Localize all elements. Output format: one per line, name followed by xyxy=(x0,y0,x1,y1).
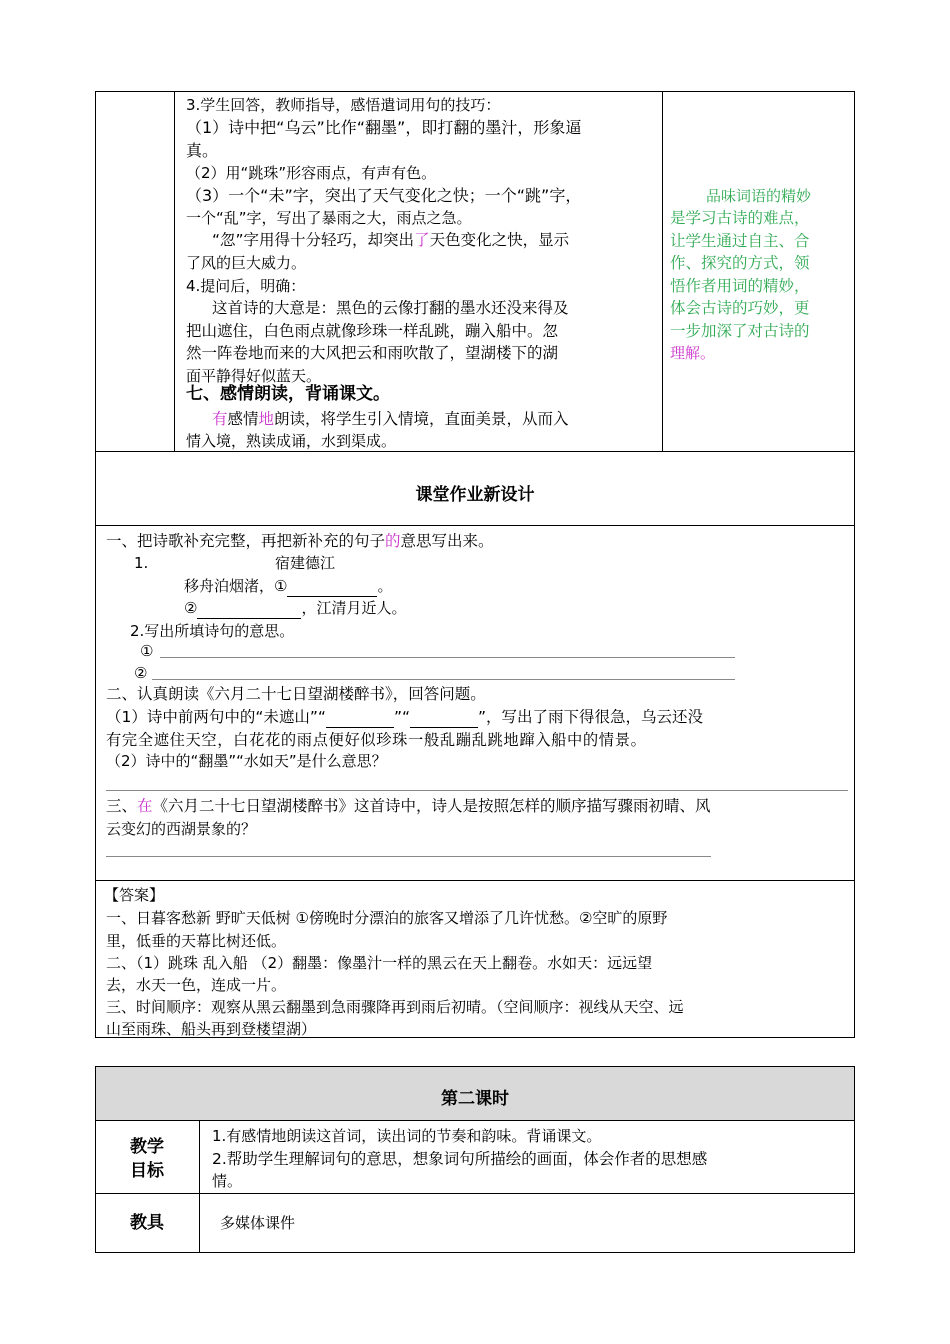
note-line: 一步加深了对古诗的 xyxy=(670,322,810,340)
question-3 xyxy=(106,795,711,817)
process-line: 4.提问后，明确： xyxy=(186,277,306,295)
row-divider-2 xyxy=(95,525,855,526)
homework-title: 课堂作业新设计 xyxy=(415,485,535,505)
process-line xyxy=(212,229,569,251)
row-divider-5 xyxy=(95,1193,855,1194)
question-2-1-cont: 有完全遮住天空，白花花的雨点便好似珍珠一般乱蹦乱跳地蹿入船中的情景。 xyxy=(106,731,647,749)
circle-number: ② xyxy=(134,664,148,682)
note-line: 体会古诗的巧妙，更 xyxy=(670,299,810,317)
question-number: 1. xyxy=(134,554,149,572)
answer-line-text: 一、日暮客愁新 野旷天低树 ①傍晚时分漂泊的旅客又增添了几许忧愁。②空旷的原野 xyxy=(106,909,668,927)
note-line: 作、探究的方式，领 xyxy=(670,254,810,272)
process-line: （2）用“跳珠”形容雨点，有声有色。 xyxy=(186,164,437,182)
question-2-1 xyxy=(106,706,703,728)
note-line: 是学习古诗的难点， xyxy=(670,209,810,227)
note-line: 让学生通过自主、合 xyxy=(670,232,810,250)
poem-text: ② xyxy=(184,599,198,617)
lesson2-title: 第二课时 xyxy=(441,1089,509,1109)
tools-label: 教具 xyxy=(130,1213,164,1233)
answer-line-text: 去，水天一色，连成一片。 xyxy=(106,976,287,994)
poem-line-2 xyxy=(184,597,406,619)
question-text: 三、 xyxy=(106,797,138,815)
process-line xyxy=(212,408,569,430)
poem-text: 。 xyxy=(377,577,393,595)
row-divider-3 xyxy=(95,880,855,881)
highlight-text: 地 xyxy=(258,410,275,428)
col-divider-left xyxy=(174,91,175,451)
section-7-title: 七、感情朗读，背诵课文。 xyxy=(186,384,390,404)
answer-line-text: 山至雨珠、船头再到登楼望湖） xyxy=(106,1020,317,1038)
process-line: 把山遮住，白色雨点就像珍珠一样乱跳，蹦入船中。忽 xyxy=(186,322,559,340)
answer-line[interactable] xyxy=(106,790,848,791)
answer-line-text: 里，低垂的天幕比树还低。 xyxy=(106,932,287,950)
note-line: 悟作者用词的精妙， xyxy=(670,277,810,295)
process-line: 情入境，熟读成诵，水到渠成。 xyxy=(186,432,397,450)
question-text: ”“ xyxy=(393,708,411,726)
question-3-cont: 云变幻的西湖景象的？ xyxy=(106,820,257,838)
question-1 xyxy=(106,530,494,552)
question-text: 一、把诗歌补充完整，再把新补充的句子 xyxy=(106,532,386,550)
tools-value: 多媒体课件 xyxy=(220,1214,296,1232)
goal-label: 教学 xyxy=(130,1137,164,1157)
answer-blank[interactable] xyxy=(410,711,478,728)
process-text: 感情 xyxy=(227,410,259,428)
col-divider-right xyxy=(662,91,663,451)
question-text: 意思写出来。 xyxy=(400,532,494,550)
process-line: 这首诗的大意是：黑色的云像打翻的墨水还没来得及 xyxy=(212,299,569,317)
process-text: 天色变化之快，显示 xyxy=(429,231,570,249)
answer-line[interactable] xyxy=(152,679,735,680)
answer-line-text: 三、时间顺序：观察从黑云翻墨到急雨骤降再到雨后初晴。（空间顺序：视线从天空、远 xyxy=(106,998,684,1016)
note-line: 品味词语的精妙 xyxy=(706,187,812,205)
goal-item: 2.帮助学生理解词句的意思，想象词句所描绘的画面，体会作者的思想感 xyxy=(212,1150,708,1168)
answer-line[interactable] xyxy=(160,657,735,658)
poem-title: 宿建德江 xyxy=(275,554,336,572)
answer-blank[interactable] xyxy=(197,602,301,619)
poem-text: 移舟泊烟渚，① xyxy=(184,577,288,595)
question-text: （1）诗中前两句中的“未遮山”“ xyxy=(106,708,326,726)
process-text: “忽”字用得十分轻巧，却突出 xyxy=(212,231,415,249)
goal-item: 情。 xyxy=(212,1172,243,1190)
answer-line[interactable] xyxy=(106,856,711,857)
question-1-2: 2.写出所填诗句的意思。 xyxy=(130,622,295,640)
question-text: ”，写出了雨下得很急，乌云还没 xyxy=(478,708,704,726)
highlight-text: 了 xyxy=(414,231,430,249)
process-line: （1）诗中把“乌云”比作“翻墨”，即打翻的墨汁，形象逼 xyxy=(186,118,582,137)
note-line: 理解。 xyxy=(670,344,716,362)
answer-blank[interactable] xyxy=(326,711,394,728)
process-line: 面平静得好似蓝天。 xyxy=(186,367,322,385)
answer-line-text: 二、（1）跳珠 乱入船 （2）翻墨：像墨汁一样的黑云在天上翻卷。水如天：远远望 xyxy=(106,954,653,972)
question-text: 《六月二十七日望湖楼醉书》这首诗中，诗人是按照怎样的顺序描写骤雨初晴、风 xyxy=(152,797,711,815)
process-line: 然一阵卷地而来的大风把云和雨吹散了，望湖楼下的湖 xyxy=(186,344,559,362)
process-line: 一个“乱”字，写出了暴雨之大，雨点之急。 xyxy=(186,209,472,227)
row-divider-4 xyxy=(95,1120,855,1121)
question-2-2: （2）诗中的“翻墨”“水如天”是什么意思？ xyxy=(106,752,387,770)
highlight-text: 在 xyxy=(137,797,153,815)
process-line: 了风的巨大威力。 xyxy=(186,254,307,272)
poem-text: ，江清月近人。 xyxy=(301,599,407,617)
process-text: 朗读，将学生引入情境，直面美景，从而入 xyxy=(274,410,569,428)
goal-item: 1.有感情地朗读这首词，读出词的节奏和韵味。背诵课文。 xyxy=(212,1127,602,1145)
highlight-text: 的 xyxy=(385,532,401,550)
circle-number: ① xyxy=(140,642,154,660)
answers-label: 【答案】 xyxy=(104,886,165,904)
highlight-text: 有 xyxy=(212,410,228,428)
process-line: 真。 xyxy=(186,141,219,160)
poem-line-1 xyxy=(184,575,392,597)
question-2: 二、认真朗读《六月二十七日望湖楼醉书》，回答问题。 xyxy=(106,685,486,703)
goal-label: 目标 xyxy=(130,1161,164,1181)
answer-blank[interactable] xyxy=(287,580,377,597)
process-line: 3.学生回答，教师指导，感悟遣词用句的技巧： xyxy=(186,96,501,114)
process-line: （3）一个“未”字，突出了天气变化之快；一个“跳”字， xyxy=(186,186,582,205)
col-divider-lesson2 xyxy=(199,1120,200,1253)
